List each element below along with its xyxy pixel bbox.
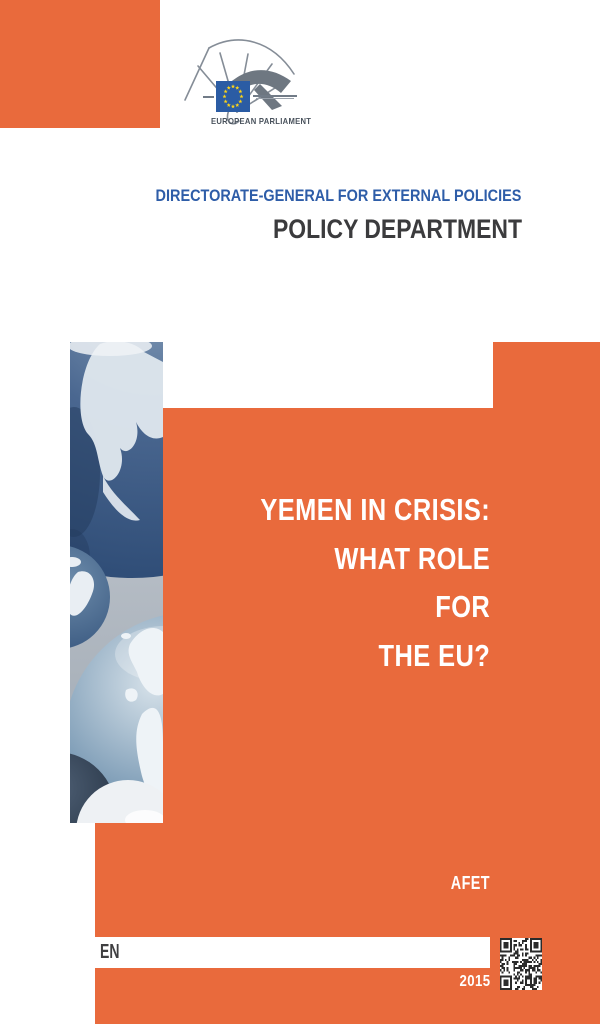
- cover-title: [260, 486, 490, 681]
- globes-photo: [70, 342, 163, 823]
- institution-name: EUROPEAN PARLIAMENT: [211, 116, 312, 126]
- logo-rule-right: [253, 95, 297, 97]
- title-line-3: FOR: [435, 589, 490, 625]
- logo-rule-right-fine: [256, 98, 294, 99]
- logo-rule-left: [203, 96, 214, 98]
- cover-orange-column: [493, 342, 600, 412]
- title-line-1: YEMEN IN CRISIS:: [260, 492, 490, 527]
- policy-department-heading: POLICY DEPARTMENT: [272, 214, 522, 244]
- title-line-2: WHAT ROLE: [334, 540, 490, 576]
- language-bar: [0, 937, 490, 968]
- title-line-4: THE EU?: [378, 638, 490, 674]
- eu-flag-icon: [216, 81, 250, 112]
- european-parliament-logo: [180, 36, 312, 131]
- year-label: 2015: [458, 973, 490, 990]
- qr-code: [500, 938, 542, 990]
- directorate-general-heading: DIRECTORATE-GENERAL FOR EXTERNAL POLICIES: [155, 186, 521, 205]
- committee-label: AFET: [450, 873, 490, 893]
- language-code: EN: [100, 941, 120, 963]
- top-left-orange-block: [0, 0, 160, 128]
